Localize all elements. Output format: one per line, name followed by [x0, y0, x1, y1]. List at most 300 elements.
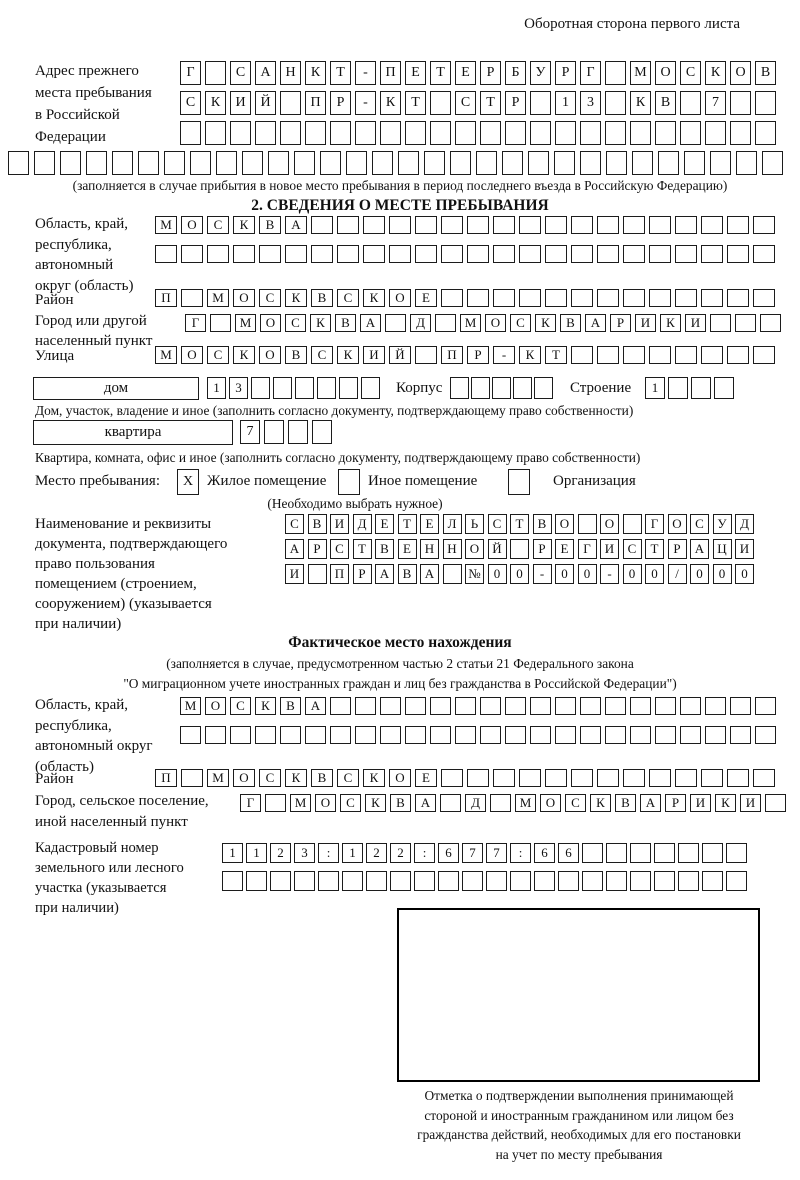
char-cell[interactable]: 6	[558, 843, 579, 863]
char-cell[interactable]	[405, 121, 426, 145]
char-cell[interactable]	[430, 121, 451, 145]
char-cell[interactable]: 0	[488, 564, 507, 584]
char-cell[interactable]: С	[340, 794, 361, 812]
char-cell[interactable]	[450, 377, 469, 399]
char-cell[interactable]	[242, 151, 263, 175]
char-cell[interactable]	[462, 871, 483, 891]
char-cell[interactable]	[505, 697, 526, 715]
char-cell[interactable]: К	[285, 769, 307, 787]
actual-region-row-1[interactable]	[180, 697, 776, 715]
char-cell[interactable]	[680, 697, 701, 715]
char-cell[interactable]: 1	[555, 91, 576, 115]
char-cell[interactable]	[285, 245, 307, 263]
char-cell[interactable]	[441, 289, 463, 307]
char-cell[interactable]	[726, 843, 747, 863]
char-cell[interactable]: С	[207, 216, 229, 234]
char-cell[interactable]: Й	[389, 346, 411, 364]
char-cell[interactable]	[597, 289, 619, 307]
char-cell[interactable]: Б	[505, 61, 526, 85]
char-cell[interactable]	[311, 245, 333, 263]
char-cell[interactable]	[701, 769, 723, 787]
char-cell[interactable]	[555, 726, 576, 744]
char-cell[interactable]: 0	[555, 564, 574, 584]
char-cell[interactable]: Г	[180, 61, 201, 85]
char-cell[interactable]: 7	[705, 91, 726, 115]
char-cell[interactable]	[755, 91, 776, 115]
char-cell[interactable]	[455, 726, 476, 744]
char-cell[interactable]	[658, 151, 679, 175]
char-cell[interactable]: В	[390, 794, 411, 812]
char-cell[interactable]: В	[308, 514, 327, 534]
char-cell[interactable]: В	[375, 539, 394, 559]
char-cell[interactable]: О	[181, 216, 203, 234]
char-cell[interactable]	[571, 289, 593, 307]
char-cell[interactable]	[443, 564, 462, 584]
char-cell[interactable]: Г	[580, 61, 601, 85]
char-cell[interactable]	[264, 420, 284, 444]
char-cell[interactable]	[398, 151, 419, 175]
char-cell[interactable]	[597, 216, 619, 234]
char-cell[interactable]: Г	[578, 539, 597, 559]
char-cell[interactable]	[675, 769, 697, 787]
char-cell[interactable]	[705, 121, 726, 145]
document-row-3[interactable]	[285, 564, 754, 584]
char-cell[interactable]	[675, 289, 697, 307]
char-cell[interactable]: К	[205, 91, 226, 115]
district-row[interactable]	[155, 289, 775, 307]
char-cell[interactable]: 3	[580, 91, 601, 115]
char-cell[interactable]: И	[600, 539, 619, 559]
char-cell[interactable]	[181, 245, 203, 263]
char-cell[interactable]	[678, 871, 699, 891]
char-cell[interactable]: Г	[240, 794, 261, 812]
checkbox-organizacia[interactable]	[508, 469, 530, 495]
char-cell[interactable]: Т	[480, 91, 501, 115]
char-cell[interactable]	[441, 216, 463, 234]
char-cell[interactable]: С	[680, 61, 701, 85]
char-cell[interactable]: Ь	[465, 514, 484, 534]
char-cell[interactable]	[415, 216, 437, 234]
char-cell[interactable]	[405, 726, 426, 744]
char-cell[interactable]	[630, 871, 651, 891]
house-type-box[interactable]: дом	[33, 377, 199, 400]
char-cell[interactable]	[680, 726, 701, 744]
char-cell[interactable]: Е	[415, 769, 437, 787]
char-cell[interactable]	[605, 61, 626, 85]
char-cell[interactable]	[678, 843, 699, 863]
char-cell[interactable]	[467, 216, 489, 234]
char-cell[interactable]: А	[420, 564, 439, 584]
char-cell[interactable]: 3	[229, 377, 248, 399]
char-cell[interactable]	[675, 245, 697, 263]
char-cell[interactable]	[578, 514, 597, 534]
prev-address-row-2[interactable]	[180, 91, 776, 115]
char-cell[interactable]	[680, 91, 701, 115]
char-cell[interactable]	[753, 289, 775, 307]
char-cell[interactable]: И	[285, 564, 304, 584]
char-cell[interactable]	[630, 121, 651, 145]
char-cell[interactable]: К	[233, 216, 255, 234]
char-cell[interactable]	[545, 216, 567, 234]
char-cell[interactable]: С	[337, 769, 359, 787]
char-cell[interactable]	[623, 769, 645, 787]
char-cell[interactable]	[380, 726, 401, 744]
char-cell[interactable]	[430, 91, 451, 115]
char-cell[interactable]: Е	[555, 539, 574, 559]
char-cell[interactable]: О	[540, 794, 561, 812]
actual-city-row[interactable]	[240, 794, 786, 812]
char-cell[interactable]: К	[380, 91, 401, 115]
actual-region-row-2[interactable]	[180, 726, 776, 744]
char-cell[interactable]: :	[318, 843, 339, 863]
char-cell[interactable]: С	[311, 346, 333, 364]
char-cell[interactable]: У	[713, 514, 732, 534]
char-cell[interactable]: С	[455, 91, 476, 115]
char-cell[interactable]: К	[285, 289, 307, 307]
char-cell[interactable]: В	[533, 514, 552, 534]
char-cell[interactable]: В	[398, 564, 417, 584]
char-cell[interactable]: Т	[545, 346, 567, 364]
char-cell[interactable]: И	[740, 794, 761, 812]
char-cell[interactable]	[510, 871, 531, 891]
char-cell[interactable]	[246, 871, 267, 891]
char-cell[interactable]	[571, 346, 593, 364]
char-cell[interactable]	[649, 769, 671, 787]
char-cell[interactable]: -	[600, 564, 619, 584]
char-cell[interactable]	[701, 346, 723, 364]
char-cell[interactable]: Д	[353, 514, 372, 534]
char-cell[interactable]: В	[311, 289, 333, 307]
char-cell[interactable]: О	[260, 314, 281, 332]
char-cell[interactable]	[571, 216, 593, 234]
char-cell[interactable]: Р	[665, 794, 686, 812]
char-cell[interactable]	[390, 871, 411, 891]
char-cell[interactable]: Р	[533, 539, 552, 559]
street-row[interactable]	[155, 346, 775, 364]
char-cell[interactable]: А	[415, 794, 436, 812]
char-cell[interactable]: К	[519, 346, 541, 364]
char-cell[interactable]: :	[414, 843, 435, 863]
char-cell[interactable]: М	[235, 314, 256, 332]
char-cell[interactable]	[730, 726, 751, 744]
char-cell[interactable]	[181, 289, 203, 307]
char-cell[interactable]	[580, 151, 601, 175]
char-cell[interactable]: О	[205, 697, 226, 715]
char-cell[interactable]: Е	[455, 61, 476, 85]
char-cell[interactable]	[502, 151, 523, 175]
char-cell[interactable]: С	[565, 794, 586, 812]
apartment-type-box[interactable]: квартира	[33, 420, 233, 445]
char-cell[interactable]	[355, 697, 376, 715]
char-cell[interactable]	[735, 314, 756, 332]
char-cell[interactable]	[455, 121, 476, 145]
char-cell[interactable]: Р	[668, 539, 687, 559]
char-cell[interactable]	[255, 121, 276, 145]
char-cell[interactable]: 1	[342, 843, 363, 863]
char-cell[interactable]	[649, 245, 671, 263]
char-cell[interactable]: -	[355, 91, 376, 115]
char-cell[interactable]	[486, 871, 507, 891]
char-cell[interactable]	[630, 843, 651, 863]
char-cell[interactable]	[180, 121, 201, 145]
char-cell[interactable]: К	[337, 346, 359, 364]
korpus-row[interactable]	[450, 377, 553, 399]
char-cell[interactable]	[605, 121, 626, 145]
char-cell[interactable]: К	[705, 61, 726, 85]
char-cell[interactable]: И	[330, 514, 349, 534]
char-cell[interactable]	[727, 346, 749, 364]
char-cell[interactable]: Т	[510, 514, 529, 534]
char-cell[interactable]	[268, 151, 289, 175]
char-cell[interactable]: К	[233, 346, 255, 364]
char-cell[interactable]: Е	[415, 289, 437, 307]
char-cell[interactable]: Й	[255, 91, 276, 115]
char-cell[interactable]: Т	[353, 539, 372, 559]
char-cell[interactable]: Ц	[713, 539, 732, 559]
char-cell[interactable]: А	[285, 539, 304, 559]
char-cell[interactable]	[273, 377, 292, 399]
char-cell[interactable]	[380, 121, 401, 145]
char-cell[interactable]	[205, 61, 226, 85]
char-cell[interactable]	[305, 121, 326, 145]
prev-address-row-4[interactable]	[8, 151, 783, 175]
char-cell[interactable]	[727, 245, 749, 263]
char-cell[interactable]	[702, 871, 723, 891]
char-cell[interactable]	[680, 121, 701, 145]
char-cell[interactable]	[555, 121, 576, 145]
char-cell[interactable]	[534, 377, 553, 399]
char-cell[interactable]	[480, 726, 501, 744]
char-cell[interactable]	[730, 697, 751, 715]
city-row[interactable]	[185, 314, 781, 332]
char-cell[interactable]: О	[233, 769, 255, 787]
char-cell[interactable]	[251, 377, 270, 399]
char-cell[interactable]	[605, 726, 626, 744]
char-cell[interactable]: Л	[443, 514, 462, 534]
char-cell[interactable]	[280, 91, 301, 115]
char-cell[interactable]	[320, 151, 341, 175]
char-cell[interactable]	[265, 794, 286, 812]
char-cell[interactable]	[207, 245, 229, 263]
char-cell[interactable]: 0	[735, 564, 754, 584]
char-cell[interactable]	[366, 871, 387, 891]
char-cell[interactable]	[597, 245, 619, 263]
char-cell[interactable]	[736, 151, 757, 175]
char-cell[interactable]: 0	[713, 564, 732, 584]
char-cell[interactable]: П	[155, 289, 177, 307]
char-cell[interactable]: И	[635, 314, 656, 332]
char-cell[interactable]	[467, 289, 489, 307]
char-cell[interactable]	[597, 769, 619, 787]
char-cell[interactable]	[545, 245, 567, 263]
char-cell[interactable]: Й	[488, 539, 507, 559]
house-number-row[interactable]	[207, 377, 380, 399]
char-cell[interactable]	[34, 151, 55, 175]
char-cell[interactable]	[415, 346, 437, 364]
char-cell[interactable]	[467, 245, 489, 263]
char-cell[interactable]: У	[530, 61, 551, 85]
char-cell[interactable]: Е	[405, 61, 426, 85]
char-cell[interactable]	[668, 377, 688, 399]
char-cell[interactable]: 3	[294, 843, 315, 863]
char-cell[interactable]	[597, 346, 619, 364]
char-cell[interactable]: С	[285, 314, 306, 332]
char-cell[interactable]	[545, 289, 567, 307]
char-cell[interactable]: К	[365, 794, 386, 812]
char-cell[interactable]: К	[310, 314, 331, 332]
char-cell[interactable]: Д	[410, 314, 431, 332]
char-cell[interactable]: С	[690, 514, 709, 534]
char-cell[interactable]: А	[375, 564, 394, 584]
char-cell[interactable]	[337, 245, 359, 263]
char-cell[interactable]: И	[735, 539, 754, 559]
char-cell[interactable]	[455, 697, 476, 715]
char-cell[interactable]	[701, 289, 723, 307]
char-cell[interactable]: Н	[420, 539, 439, 559]
char-cell[interactable]	[623, 245, 645, 263]
char-cell[interactable]	[519, 245, 541, 263]
char-cell[interactable]: В	[285, 346, 307, 364]
char-cell[interactable]	[655, 726, 676, 744]
char-cell[interactable]	[385, 314, 406, 332]
char-cell[interactable]	[701, 216, 723, 234]
char-cell[interactable]	[753, 769, 775, 787]
char-cell[interactable]	[701, 245, 723, 263]
char-cell[interactable]: А	[640, 794, 661, 812]
char-cell[interactable]: /	[668, 564, 687, 584]
char-cell[interactable]	[528, 151, 549, 175]
char-cell[interactable]: О	[233, 289, 255, 307]
char-cell[interactable]	[755, 726, 776, 744]
char-cell[interactable]: П	[441, 346, 463, 364]
char-cell[interactable]: К	[363, 769, 385, 787]
char-cell[interactable]: А	[690, 539, 709, 559]
char-cell[interactable]: С	[230, 697, 251, 715]
char-cell[interactable]	[580, 697, 601, 715]
char-cell[interactable]: 1	[207, 377, 226, 399]
char-cell[interactable]: О	[730, 61, 751, 85]
char-cell[interactable]: С	[259, 289, 281, 307]
char-cell[interactable]: Р	[330, 91, 351, 115]
char-cell[interactable]	[580, 726, 601, 744]
char-cell[interactable]	[435, 314, 456, 332]
char-cell[interactable]: С	[623, 539, 642, 559]
char-cell[interactable]	[493, 289, 515, 307]
char-cell[interactable]	[222, 871, 243, 891]
char-cell[interactable]: И	[363, 346, 385, 364]
char-cell[interactable]	[675, 216, 697, 234]
char-cell[interactable]	[505, 121, 526, 145]
char-cell[interactable]	[530, 726, 551, 744]
char-cell[interactable]: -	[533, 564, 552, 584]
char-cell[interactable]: П	[155, 769, 177, 787]
char-cell[interactable]	[112, 151, 133, 175]
char-cell[interactable]: О	[655, 61, 676, 85]
char-cell[interactable]: М	[207, 769, 229, 787]
char-cell[interactable]: 0	[510, 564, 529, 584]
char-cell[interactable]	[755, 697, 776, 715]
document-row-1[interactable]	[285, 514, 754, 534]
char-cell[interactable]: С	[330, 539, 349, 559]
char-cell[interactable]: Г	[645, 514, 664, 534]
char-cell[interactable]	[530, 91, 551, 115]
char-cell[interactable]: А	[360, 314, 381, 332]
char-cell[interactable]: С	[180, 91, 201, 115]
char-cell[interactable]	[710, 314, 731, 332]
char-cell[interactable]: Р	[467, 346, 489, 364]
char-cell[interactable]	[308, 564, 327, 584]
char-cell[interactable]	[493, 769, 515, 787]
stroenie-row[interactable]	[645, 377, 734, 399]
char-cell[interactable]: О	[485, 314, 506, 332]
char-cell[interactable]	[714, 377, 734, 399]
char-cell[interactable]	[530, 697, 551, 715]
char-cell[interactable]: 1	[222, 843, 243, 863]
char-cell[interactable]: Р	[610, 314, 631, 332]
char-cell[interactable]: С	[510, 314, 531, 332]
prev-address-row-1[interactable]	[180, 61, 776, 85]
char-cell[interactable]	[155, 245, 177, 263]
char-cell[interactable]: 6	[534, 843, 555, 863]
char-cell[interactable]	[440, 794, 461, 812]
char-cell[interactable]	[342, 871, 363, 891]
char-cell[interactable]: -	[355, 61, 376, 85]
char-cell[interactable]: Е	[398, 539, 417, 559]
char-cell[interactable]	[623, 289, 645, 307]
char-cell[interactable]: 6	[438, 843, 459, 863]
char-cell[interactable]	[480, 697, 501, 715]
char-cell[interactable]	[317, 377, 336, 399]
char-cell[interactable]	[430, 697, 451, 715]
char-cell[interactable]: 0	[623, 564, 642, 584]
char-cell[interactable]: С	[207, 346, 229, 364]
char-cell[interactable]	[280, 726, 301, 744]
char-cell[interactable]: М	[155, 216, 177, 234]
checkbox-inoe[interactable]	[338, 469, 360, 495]
char-cell[interactable]: К	[660, 314, 681, 332]
char-cell[interactable]	[294, 151, 315, 175]
char-cell[interactable]: И	[690, 794, 711, 812]
char-cell[interactable]: Е	[375, 514, 394, 534]
char-cell[interactable]: Н	[280, 61, 301, 85]
char-cell[interactable]: М	[207, 289, 229, 307]
char-cell[interactable]: :	[510, 843, 531, 863]
char-cell[interactable]: О	[668, 514, 687, 534]
char-cell[interactable]	[606, 843, 627, 863]
char-cell[interactable]	[389, 245, 411, 263]
char-cell[interactable]	[630, 726, 651, 744]
char-cell[interactable]: Н	[443, 539, 462, 559]
char-cell[interactable]	[450, 151, 471, 175]
char-cell[interactable]: -	[493, 346, 515, 364]
char-cell[interactable]	[337, 216, 359, 234]
char-cell[interactable]	[705, 697, 726, 715]
char-cell[interactable]	[571, 245, 593, 263]
char-cell[interactable]	[480, 121, 501, 145]
char-cell[interactable]	[571, 769, 593, 787]
char-cell[interactable]	[492, 377, 511, 399]
char-cell[interactable]	[630, 697, 651, 715]
char-cell[interactable]	[580, 121, 601, 145]
char-cell[interactable]: П	[380, 61, 401, 85]
char-cell[interactable]	[233, 245, 255, 263]
char-cell[interactable]	[519, 289, 541, 307]
char-cell[interactable]	[493, 245, 515, 263]
char-cell[interactable]	[138, 151, 159, 175]
char-cell[interactable]	[441, 769, 463, 787]
char-cell[interactable]: С	[488, 514, 507, 534]
char-cell[interactable]	[490, 794, 511, 812]
